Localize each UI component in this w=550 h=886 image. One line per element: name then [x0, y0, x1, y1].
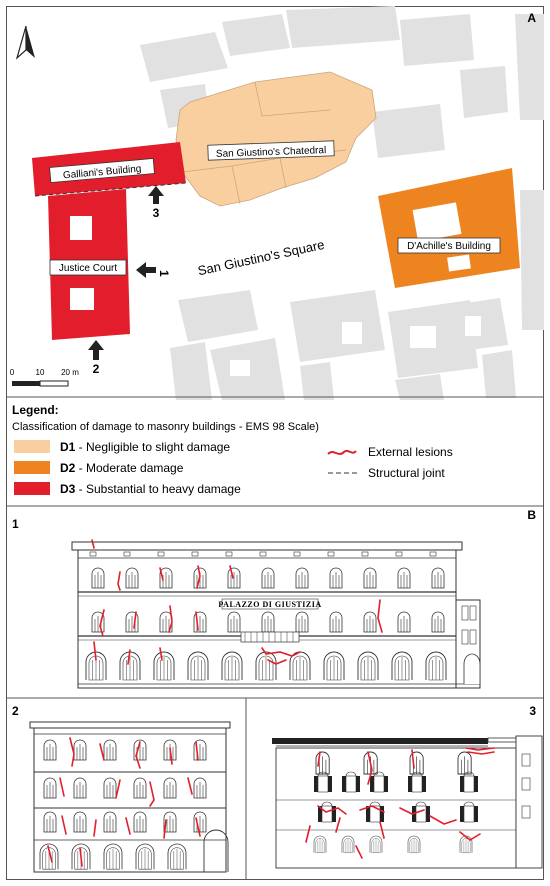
- window-icon: [296, 612, 308, 632]
- window-icon: [260, 552, 266, 556]
- lesion-symbol-icon: [328, 451, 356, 454]
- viewpoint-arrow-icon: [88, 340, 104, 360]
- view-label-3: 3: [529, 704, 536, 718]
- window-icon: [522, 754, 530, 766]
- window-icon: [92, 568, 104, 588]
- window-icon: [226, 552, 232, 556]
- window-icon: [194, 778, 206, 798]
- view-label-1: 1: [12, 517, 19, 531]
- elevation-2-drawing: [30, 722, 230, 872]
- facade-sign: PALAZZO DI GIUSTIZIA: [218, 600, 322, 609]
- window-icon: [90, 552, 96, 556]
- svg-text:D3 - Substantial to heavy dama: [60, 482, 241, 496]
- legend-swatch-d3: [14, 482, 50, 495]
- panel-letter-a: A: [527, 11, 536, 25]
- window-icon: [398, 612, 410, 632]
- window-icon: [522, 806, 530, 818]
- window-icon: [262, 612, 274, 632]
- window-icon: [432, 568, 444, 588]
- scale-tick-10: 10: [35, 368, 45, 377]
- viewpoint-label-1: 1: [157, 270, 171, 277]
- svg-text:D2 - Moderate damage: [60, 461, 184, 475]
- scale-bar: [12, 381, 68, 386]
- window-icon: [262, 568, 274, 588]
- legend-symbol-joint: Structural joint: [368, 466, 445, 480]
- window-icon: [104, 740, 116, 760]
- legend-label-d1: - Negligible to slight damage: [75, 440, 231, 454]
- justice-court-label: Justice Court: [58, 263, 118, 274]
- map-panel: [10, 6, 544, 400]
- scale-tick-20: 20 m: [61, 368, 79, 377]
- window-icon: [228, 568, 240, 588]
- window-icon: [330, 568, 342, 588]
- legend-code-d1: D1: [60, 440, 76, 454]
- window-icon: [470, 630, 476, 644]
- legend-symbol-lesions: External lesions: [368, 445, 453, 459]
- window-icon: [192, 552, 198, 556]
- window-icon: [294, 552, 300, 556]
- window-icon: [458, 752, 471, 774]
- viewpoint-arrow-icon: [148, 186, 164, 204]
- viewpoint-arrow-icon: [136, 262, 156, 278]
- legend-subtitle: Classification of damage to masonry buildings - EMS 98 Scale): [12, 421, 319, 433]
- window-icon: [164, 778, 176, 798]
- legend-swatch-d1: [14, 440, 50, 453]
- window-icon: [124, 552, 130, 556]
- window-icon: [134, 778, 146, 798]
- panel-letter-b: B: [527, 508, 536, 522]
- window-icon: [44, 812, 56, 832]
- window-icon: [462, 630, 468, 644]
- achille-building-footprint: [378, 168, 520, 288]
- legend-label-d3: - Substantial to heavy damage: [75, 482, 241, 496]
- legend-code-d2: D2: [60, 461, 76, 475]
- legend-swatch-d2: [14, 461, 50, 474]
- window-icon: [134, 812, 146, 832]
- window-icon: [126, 568, 138, 588]
- window-icon: [398, 568, 410, 588]
- window-icon: [364, 612, 376, 632]
- window-icon: [104, 778, 116, 798]
- window-icon: [74, 778, 86, 798]
- window-icon: [44, 778, 56, 798]
- window-icon: [522, 778, 530, 790]
- viewpoint-label-2: 2: [92, 362, 100, 376]
- window-icon: [328, 552, 334, 556]
- legend-code-d3: D3: [60, 482, 76, 496]
- galliani-label: Galliani's Building: [62, 163, 142, 182]
- elevation-3-drawing: [272, 736, 542, 868]
- view-label-2: 2: [12, 704, 19, 718]
- window-icon: [330, 612, 342, 632]
- window-icon: [158, 552, 164, 556]
- legend-label-d2: - Moderate damage: [75, 461, 184, 475]
- legend: [12, 403, 453, 496]
- window-icon: [470, 606, 476, 620]
- window-icon: [194, 812, 206, 832]
- window-icon: [104, 812, 116, 832]
- viewpoint-label-3: 3: [152, 206, 160, 220]
- window-icon: [462, 606, 468, 620]
- window-icon: [362, 552, 368, 556]
- square-label: San Giustino's Square: [196, 236, 326, 279]
- window-icon: [430, 552, 436, 556]
- window-icon: [432, 612, 444, 632]
- elevation-1-drawing: [72, 540, 480, 688]
- cathedral-label: San Giustino's Chatedral: [215, 145, 327, 160]
- achille-label: D'Achille's Building: [407, 241, 491, 252]
- svg-text:D1 - Negligible to slight dama: [60, 440, 230, 454]
- window-icon: [396, 552, 402, 556]
- legend-title: Legend:: [12, 403, 59, 417]
- scale-tick-0: 0: [9, 368, 15, 377]
- window-icon: [364, 568, 376, 588]
- north-arrow-icon: [17, 26, 35, 58]
- window-icon: [74, 812, 86, 832]
- window-icon: [44, 740, 56, 760]
- window-icon: [296, 568, 308, 588]
- window-icon: [74, 740, 86, 760]
- window-icon: [228, 612, 240, 632]
